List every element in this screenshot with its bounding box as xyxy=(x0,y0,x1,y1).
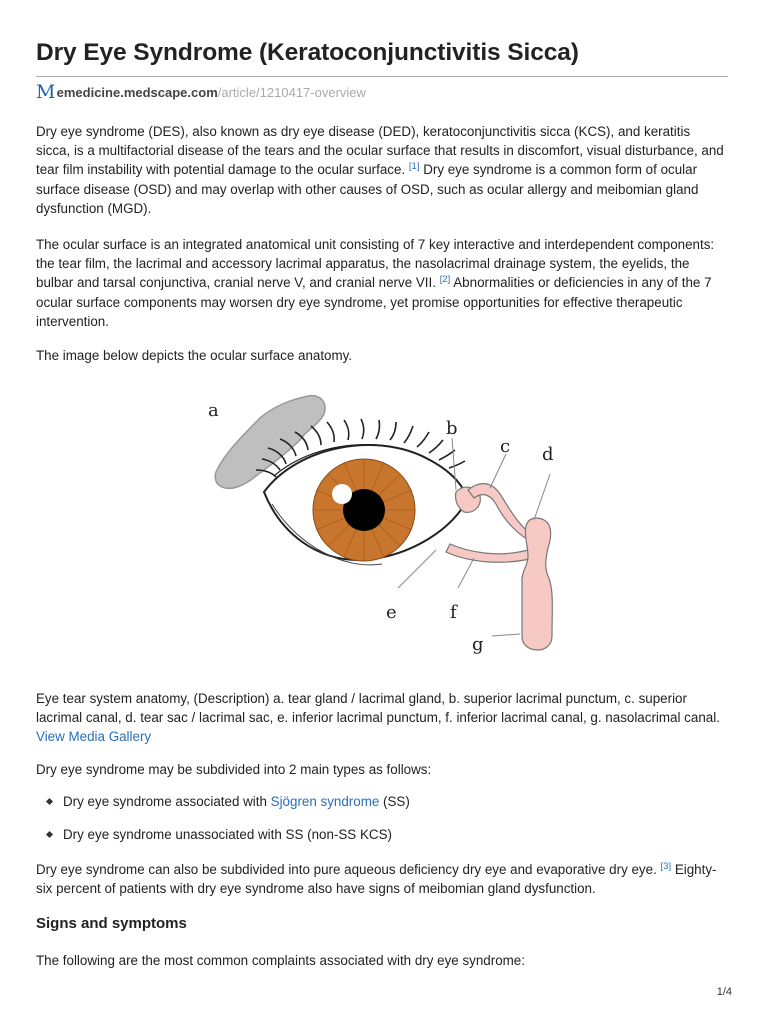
figure-label-b: b xyxy=(446,418,458,439)
title-divider xyxy=(36,76,728,77)
page-number: 1/4 xyxy=(716,986,732,998)
reference-link-3[interactable]: [3] xyxy=(660,861,672,872)
types-list xyxy=(36,792,728,844)
ocular-text-b: Abnormalities or deficiencies in any of the 7 ocular surface components may worsen dry eye syndrome, yet promise opportunities for effective therapeutic intervention. xyxy=(36,275,712,329)
list-item-1-suffix: (SS) xyxy=(379,794,410,809)
figure-caption xyxy=(36,689,728,747)
ocular-surface-paragraph xyxy=(36,235,728,331)
complaints-intro-paragraph: The following are the most common complaints associated with dry eye syndrome: xyxy=(36,953,525,968)
sjogren-syndrome-link[interactable]: Sjögren syndrome xyxy=(270,794,380,809)
reference-link-1[interactable]: [1] xyxy=(408,161,420,173)
bullet-icon xyxy=(46,831,53,838)
list-item xyxy=(36,825,728,844)
light-reflection xyxy=(332,484,352,504)
types-intro-paragraph: Dry eye syndrome may be subdivided into 2 main types as follows: xyxy=(36,762,432,777)
list-item-1-text: Dry eye syndrome associated with xyxy=(63,794,271,809)
list-item xyxy=(36,792,728,811)
medscape-logo-icon xyxy=(36,81,56,103)
figure-label-c: c xyxy=(500,436,511,457)
intro-paragraph xyxy=(36,122,728,218)
list-item-2-text: Dry eye syndrome unassociated with SS (non-SS KCS) xyxy=(63,827,392,843)
intro-text-b: Dry eye syndrome is a common form of ocular surface disease (OSD) and may overlap with other causes of OSD, such as ocular allergy and meibomian gland dysfunction (MGD). xyxy=(36,162,699,216)
source-domain-link[interactable]: emedicine.medscape.com xyxy=(56,85,218,100)
svg-text:M: M xyxy=(36,81,56,103)
reference-link-2[interactable]: [2] xyxy=(439,274,451,286)
eye-anatomy-figure[interactable] xyxy=(168,380,588,680)
subtypes-text-b: Eighty-six percent of patients with dry eye syndrome also have signs of meibomian gland dysfunction. xyxy=(36,862,717,897)
subtypes-text-a: Dry eye syndrome can also be subdivided into pure aqueous deficiency dry eye and evaporative dry eye. xyxy=(36,862,657,877)
source-line xyxy=(36,82,366,102)
caption-text: Eye tear system anatomy, (Description) a. tear gland / lacrimal gland, b. superior lacrimal punctum, c. superior lacrimal canal, d. tear sac / lacrimal sac, e. inferior lacrimal punctum, f. inferior lacrimal canal, g. nasolacrimal canal. xyxy=(36,691,720,726)
section-heading-signs-symptoms: Signs and symptoms xyxy=(36,915,187,932)
intro-text-a: Dry eye syndrome (DES), also known as dry eye disease (DED), keratoconjunctivitis sicca (KCS), and keratitis sicca, is a multifactorial disease of the tears and the ocular surface that results in discomfort, visual disturbance, and tear film instability with potential damage to the ocular surface. xyxy=(36,124,724,178)
figure-label-e: e xyxy=(386,602,397,623)
figure-label-d: d xyxy=(542,444,554,465)
page-title: Dry Eye Syndrome (Keratoconjunctivitis Sicca) xyxy=(36,39,579,66)
view-media-gallery-link[interactable]: View Media Gallery xyxy=(36,729,152,745)
figure-label-a: a xyxy=(208,400,219,421)
subtypes-paragraph xyxy=(36,860,728,898)
bullet-icon xyxy=(46,798,53,805)
source-path: /article/1210417-overview xyxy=(217,85,366,100)
figure-label-g: g xyxy=(472,634,484,655)
lacrimal-sac-duct xyxy=(522,518,552,650)
inferior-lacrimal-canal xyxy=(446,544,534,562)
figure-label-f: f xyxy=(450,602,457,623)
image-intro-paragraph: The image below depicts the ocular surface anatomy. xyxy=(36,348,353,363)
ocular-text-a: The ocular surface is an integrated anatomical unit consisting of 7 key interactive and interdependent components: the tear film, the lacrimal and accessory lacrimal apparatus, the nasolacrimal drainage system, the eyelids, the bulbar and tarsal conjunctiva, cranial nerve V, and cranial nerve VII. xyxy=(36,237,715,291)
